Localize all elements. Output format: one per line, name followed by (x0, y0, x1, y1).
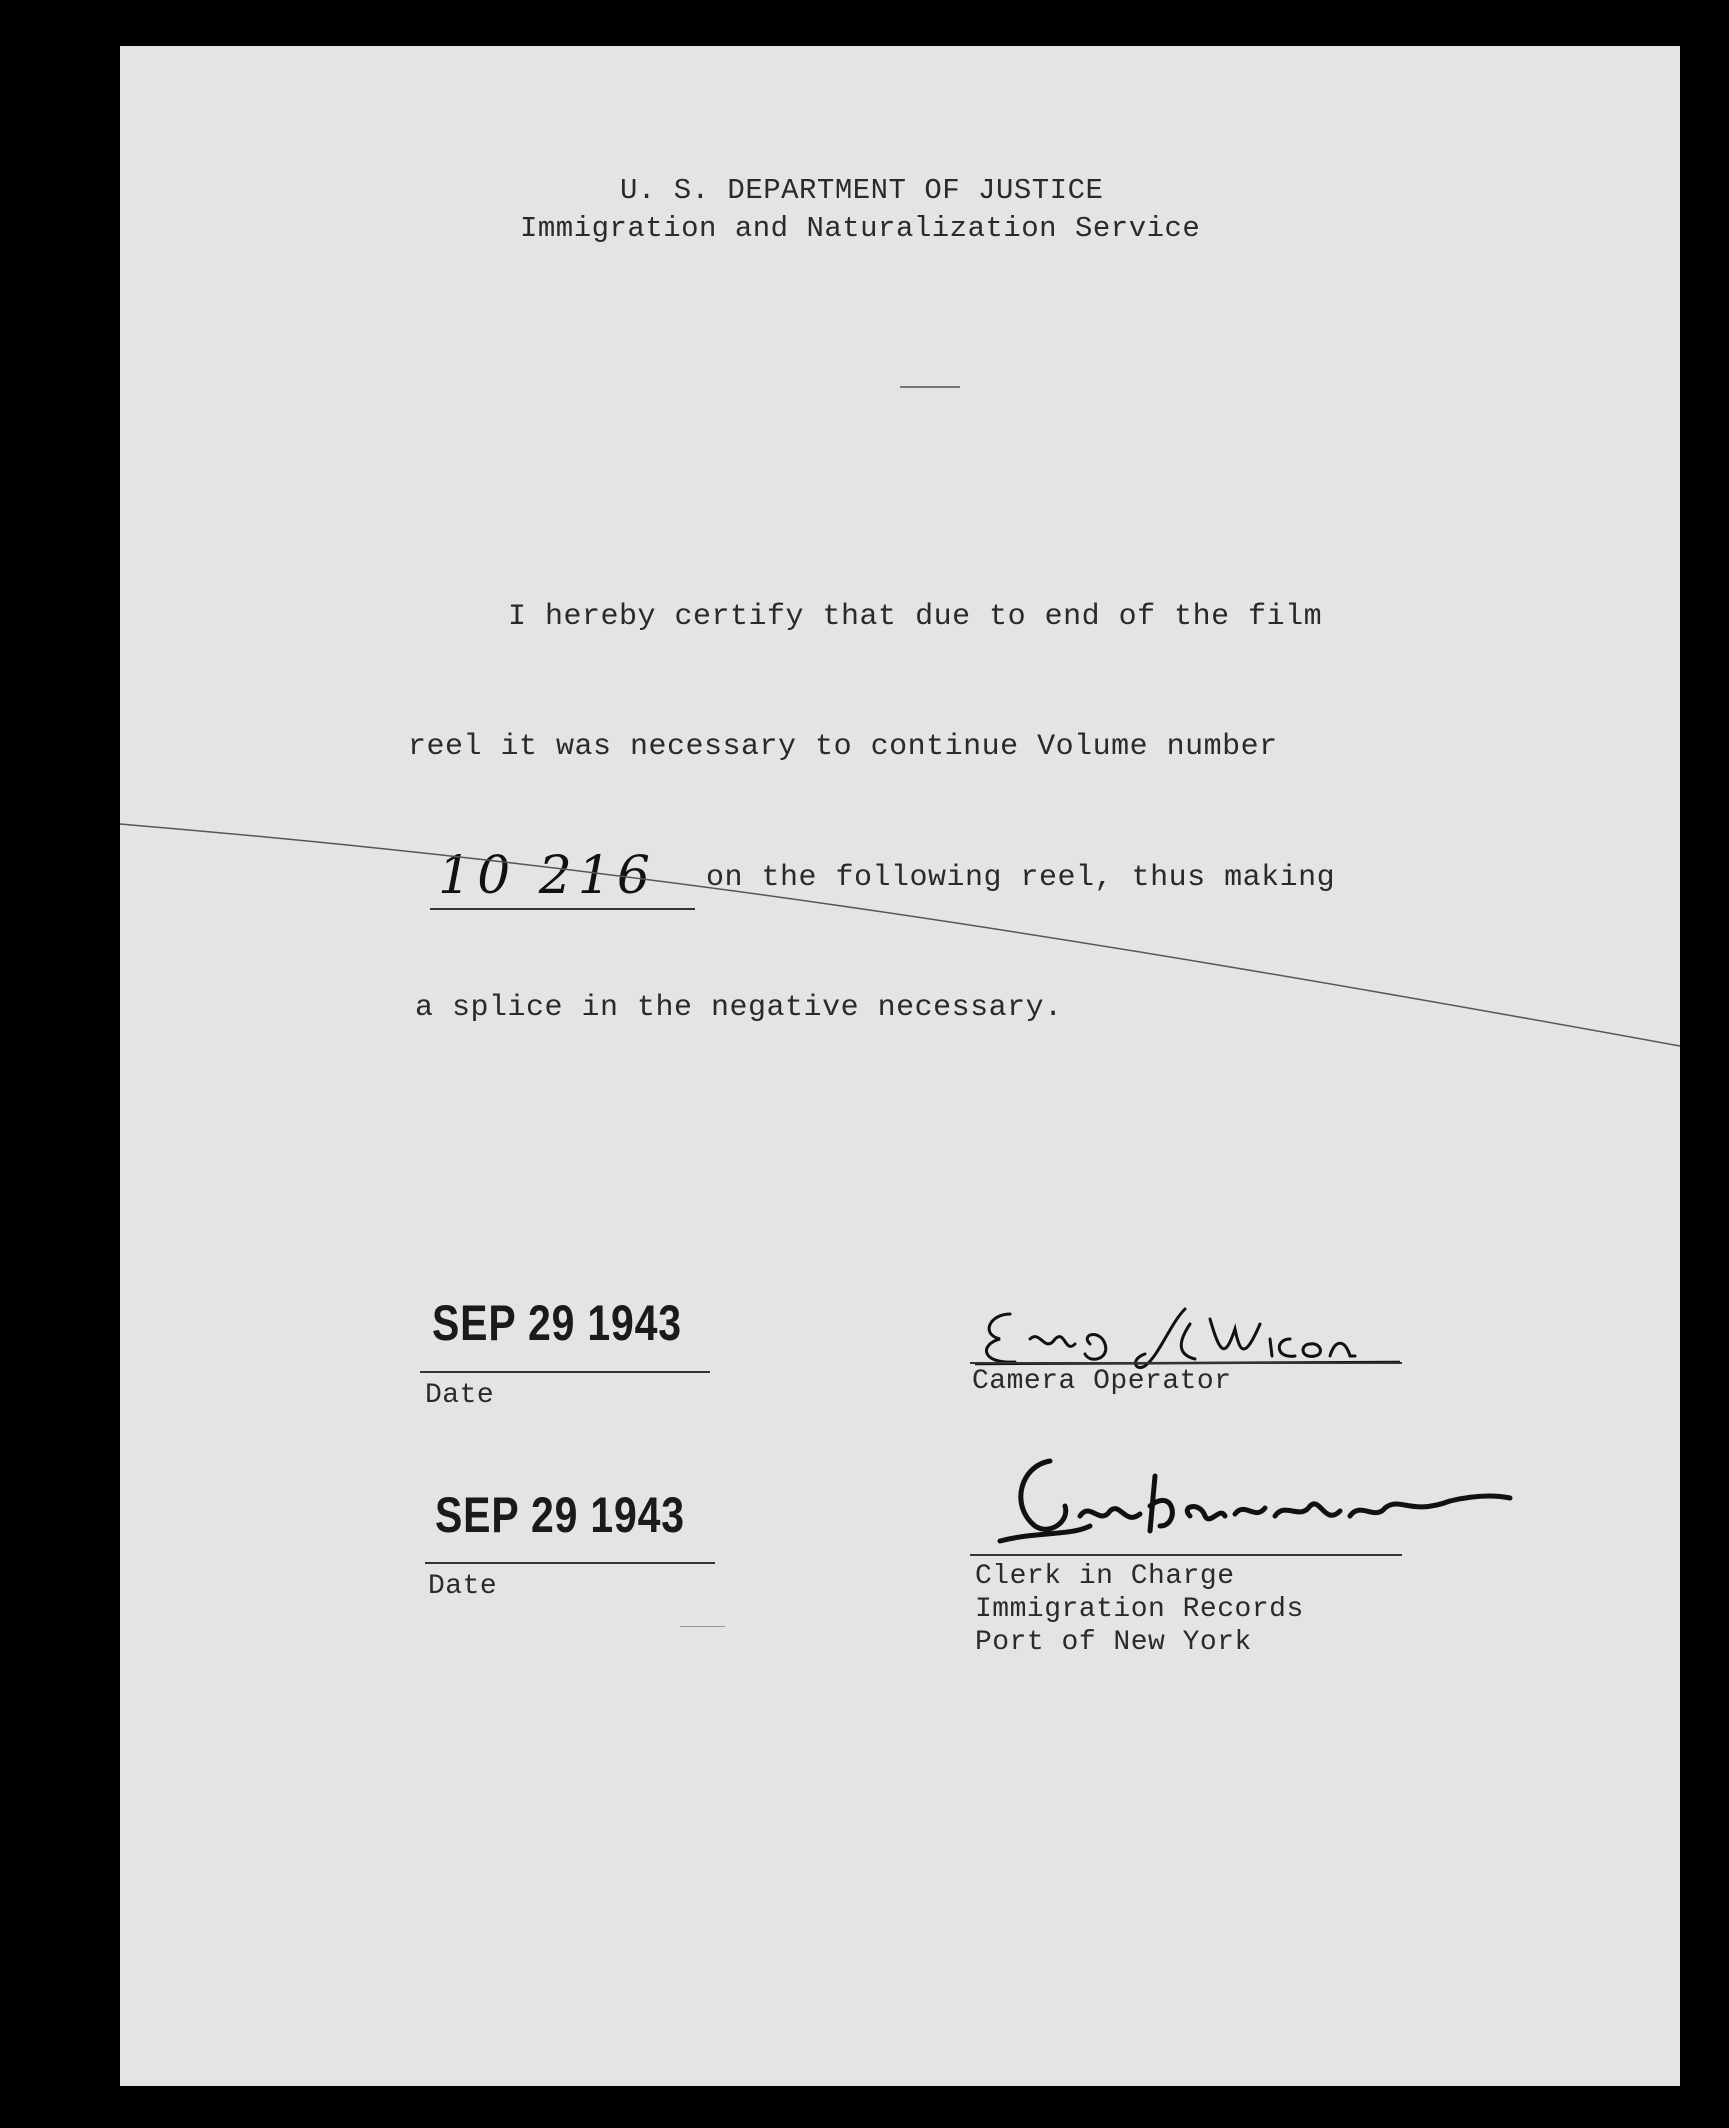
date-label-1: Date (425, 1380, 495, 1411)
date-line-1 (420, 1371, 710, 1373)
date-label-2: Date (428, 1571, 498, 1602)
paper-crease (120, 46, 1680, 2086)
camera-operator-line (970, 1362, 1402, 1364)
department-heading: U. S. DEPARTMENT OF JUSTICE (620, 174, 1104, 207)
camera-operator-label: Camera Operator (972, 1366, 1232, 1397)
clerk-title: Clerk in Charge (975, 1561, 1235, 1592)
clerk-port: Port of New York (975, 1627, 1252, 1658)
volume-number-handwritten: 10 216 (438, 846, 656, 906)
date-stamp-1: SEP 29 1943 (432, 1295, 682, 1351)
clerk-signature (980, 1446, 1520, 1556)
clerk-department: Immigration Records (975, 1594, 1304, 1625)
stray-mark (680, 1626, 725, 1627)
camera-operator-signature (970, 1284, 1410, 1374)
clerk-line (970, 1554, 1402, 1556)
certification-line-3: on the following reel, thus making (706, 861, 1336, 895)
service-heading: Immigration and Naturalization Service (520, 212, 1201, 245)
document-page (120, 46, 1680, 2086)
date-stamp-2: SEP 29 1943 (435, 1487, 685, 1543)
certification-line-4: a splice in the negative necessary. (415, 991, 1063, 1025)
date-line-2 (425, 1562, 715, 1564)
header-divider (900, 386, 960, 388)
certification-line-2: reel it was necessary to continue Volume number (408, 730, 1278, 764)
certification-line-1: I hereby certify that due to end of the film (508, 600, 1323, 634)
